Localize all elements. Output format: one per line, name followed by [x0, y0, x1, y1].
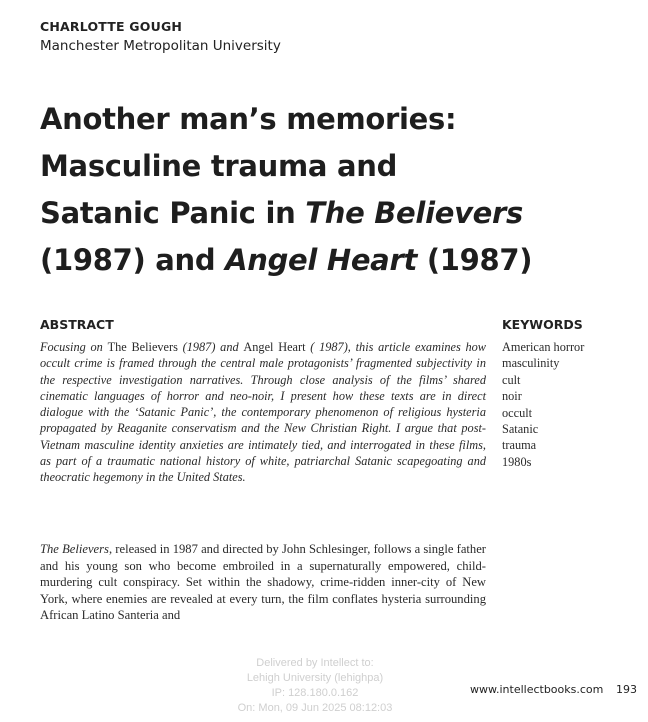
delivery-watermark: [190, 656, 440, 716]
keyword-item: noir: [502, 389, 522, 404]
abstract-heading: ABSTRACT: [40, 317, 114, 332]
watermark-line-2: Lehigh University (lehighpa): [246, 672, 384, 684]
article-title: [40, 96, 600, 284]
abstract-part-3: ( 1987), this article examines how occult crime is framed through the central male protagonists’ fragmented subjectivity in the respective investigation narratives. Through close analysis of the films’ shared cinematic languages of horror and neo-noir, I present how these texts are in direct dialogue with the ‘Satanic Panic’, the contemporary phenomenon of religious hysteria propagated by Reaganite conservatism and the New Christian Right. I argue that post-Vietnam masculine identity anxieties are intimately tied, and interrogated in these films, as part of a traumatic national history of white, patriarchal Satanic scapegoating and theocratic hegemony in the United States.: [40, 340, 487, 485]
title-line-4: [40, 237, 600, 284]
title-line-1: Another man’s memories:: [40, 102, 457, 136]
keyword-item: 1980s: [502, 454, 532, 469]
keyword-item: occult: [502, 405, 533, 420]
title-line-2: Masculine trauma and: [40, 149, 398, 183]
publisher-url[interactable]: www.intellectbooks.com: [470, 683, 604, 696]
abstract-text: [40, 339, 486, 486]
body-film-title: The Believers: [40, 542, 109, 556]
keyword-item: trauma: [502, 438, 537, 453]
abstract-film-2: Angel Heart: [243, 340, 306, 354]
title-film-believers: The Believers: [305, 196, 524, 230]
title-line-4-text: (1987) and: [40, 243, 226, 277]
watermark-line-3: IP: 128.180.0.162: [271, 687, 359, 699]
author-name: CHARLOTTE GOUGH: [40, 19, 183, 34]
keyword-item: cult: [502, 372, 521, 387]
author-affiliation: Manchester Metropolitan University: [40, 38, 281, 54]
body-paragraph-text: , released in 1987 and directed by John Schlesinger, follows a single father and his young son who become embroiled in a supernaturally empowered, child-murdering cult conspiracy. Set within the shadowy, crime-ridden inner-city of New York, where enemies are revealed at every turn, the film conflates hysteria surrounding African Latino Santeria and: [40, 542, 486, 623]
keywords-list: [502, 339, 584, 470]
title-line-3-text: Satanic Panic in: [40, 196, 306, 230]
keyword-item: masculinity: [502, 356, 560, 371]
page-number: 193: [616, 683, 637, 696]
keywords-heading: KEYWORDS: [502, 317, 583, 332]
title-line-4-suffix: (1987): [417, 243, 533, 277]
watermark-line-1: Delivered by Intellect to:: [256, 657, 374, 669]
title-line-3: [40, 190, 600, 237]
keyword-item: Satanic: [502, 422, 539, 437]
abstract-part-1: Focusing on: [40, 340, 108, 354]
abstract-part-2: (1987) and: [177, 340, 244, 354]
keyword-item: American horror: [502, 340, 585, 354]
watermark-line-4: On: Mon, 09 Jun 2025 08:12:03: [237, 702, 393, 714]
abstract-film-1: The Believers: [107, 340, 178, 354]
body-paragraph: [40, 541, 486, 624]
title-film-angel-heart: Angel Heart: [225, 243, 418, 277]
